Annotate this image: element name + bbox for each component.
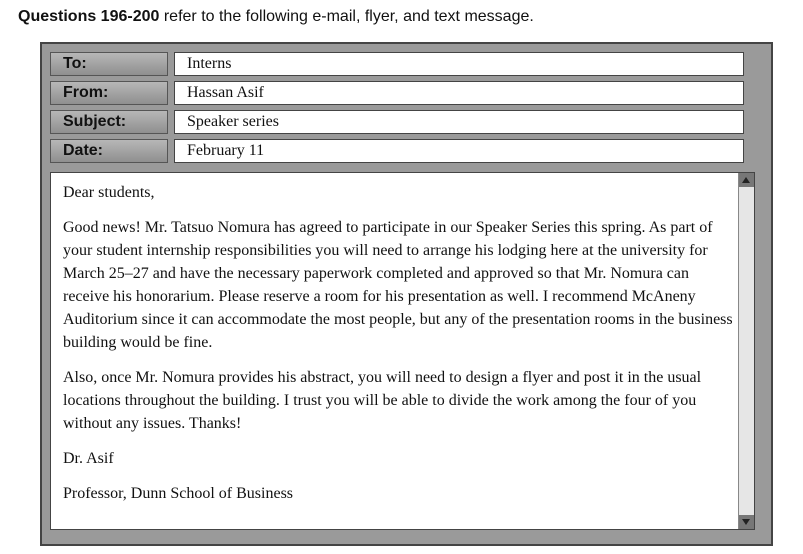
question-intro [18, 8, 534, 26]
from-field: Hassan Asif [174, 81, 744, 105]
scroll-down-icon[interactable] [739, 515, 754, 529]
from-label: From: [50, 81, 168, 105]
greeting: Dear students, [63, 184, 155, 201]
question-instruction: refer to the following e-mail, flyer, and text message. [159, 8, 534, 25]
scrollbar[interactable] [738, 173, 754, 529]
email-body [50, 172, 755, 530]
date-field: February 11 [174, 139, 744, 163]
email-text [63, 181, 735, 517]
body-paragraph-1: Good news! Mr. Tatsuo Nomura has agreed to participate in our Speaker Series this spring. As part of your student internship responsibilities you will need to arrange his lodging here at the university for March 25–27 and have the necessary paperwork completed and approved so that Mr. Nomura can receive his honorarium. Please reserve a room for his presentation as well. I recommend McAneny Auditorium since it can accommodate the most people, but any of the presentation rooms in the business building would be fine. [63, 219, 733, 351]
date-label: Date: [50, 139, 168, 163]
to-label: To: [50, 52, 168, 76]
signoff: Dr. Asif [63, 450, 114, 467]
subject-label: Subject: [50, 110, 168, 134]
email-window [40, 42, 773, 546]
to-field: Interns [174, 52, 744, 76]
signature: Professor, Dunn School of Business [63, 485, 294, 502]
body-paragraph-2: Also, once Mr. Nomura provides his abstract, you will need to design a flyer and post it in the usual locations throughout the building. I trust you will be able to divide the work among the four of you without any issues. Thanks! [63, 369, 702, 432]
question-range: Questions 196-200 [18, 8, 160, 25]
scroll-up-icon[interactable] [739, 173, 754, 187]
subject-field: Speaker series [174, 110, 744, 134]
